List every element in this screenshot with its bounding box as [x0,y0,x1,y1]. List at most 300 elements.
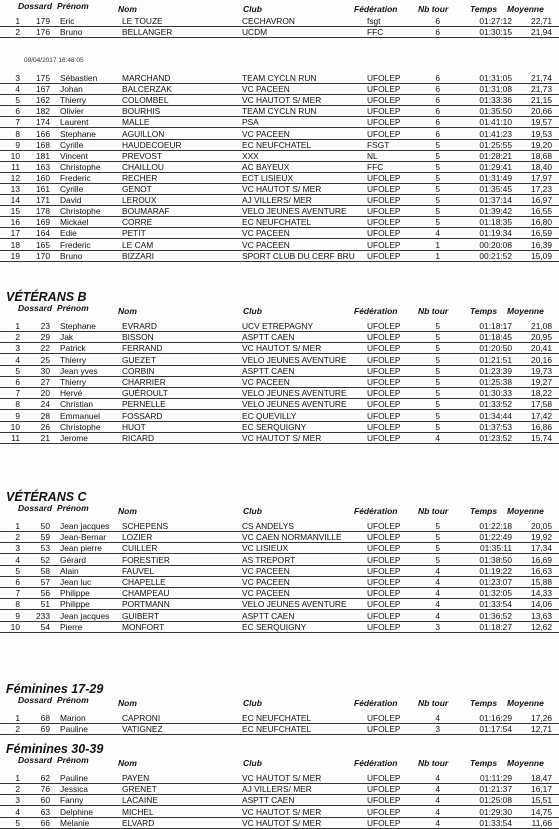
nbtour-cell: 5 [435,521,440,531]
prenom-cell: Thierry [60,354,87,365]
temps-cell: 01:21:51 [479,354,512,365]
federation-cell: UFOLEP [367,172,401,183]
nom-cell: CHAPELLE [122,577,166,587]
rank-cell: 11 [11,433,20,443]
nbtour-cell: 6 [435,128,440,139]
table-row [0,422,559,433]
temps-cell: 00:21:52 [479,250,512,261]
prenom-cell: Philippe [60,588,90,599]
moyenne-cell: 21,74 [531,73,552,83]
table-row [0,566,559,577]
nom-cell: MICHEL [122,806,154,817]
table-row [0,724,559,735]
temps-cell: 01:38:50 [479,554,512,565]
nbtour-cell: 5 [435,354,440,365]
nom-cell: FERRAND [122,343,163,354]
nom-cell: CHAILLOU [122,161,164,172]
prenom-cell: Cyrille [60,139,84,150]
prenom-cell: Marion [60,713,86,723]
temps-cell: 01:29:41 [479,161,512,172]
club-cell: XXX [242,150,259,161]
nom-cell: GENOT [122,184,152,194]
nom-cell: PORTMANN [122,599,170,610]
col-header-moyenne: Moyenne [507,306,544,316]
table-row [0,321,559,332]
moyenne-cell: 11,66 [531,817,552,828]
temps-cell: 01:30:33 [479,388,512,399]
moyenne-cell: 18,47 [531,773,552,783]
table-row [0,73,559,84]
nbtour-cell: 6 [435,117,440,128]
nbtour-cell: 6 [435,84,440,95]
dossard-cell: 165 [36,239,50,250]
nbtour-cell: 5 [435,217,440,228]
federation-cell: UFOLEP [367,377,401,387]
club-cell: ASPTT CAEN [242,610,295,621]
temps-cell: 00:20:08 [479,239,512,250]
dossard-cell: 161 [36,184,50,194]
prenom-cell: Cyrille [60,184,84,194]
temps-cell: 01:30:15 [479,27,512,37]
dossard-cell: 171 [36,195,50,206]
rank-cell: 1 [15,521,20,531]
moyenne-cell: 16,17 [531,784,552,795]
col-header-temps: Temps [470,506,498,516]
nom-cell: GUIBERT [122,610,160,621]
nom-cell: GRENET [122,784,157,795]
col-header-nom: Nom [118,758,137,768]
prenom-cell: Patrick [60,343,86,354]
rank-cell: 14 [10,195,20,206]
federation-cell: UFOLEP [367,532,401,543]
nbtour-cell: 6 [435,16,440,26]
nbtour-cell: 5 [435,343,440,354]
table-row [0,784,559,795]
nom-cell: BELLANGER [122,27,173,37]
table-row [0,162,559,173]
prenom-cell: Stephane [60,321,96,331]
dossard-cell: 52 [40,554,50,565]
moyenne-cell: 14,33 [531,588,552,599]
rank-cell: 12 [10,172,20,183]
moyenne-cell: 16,80 [531,217,552,228]
nbtour-cell: 5 [435,554,440,565]
prenom-cell: Hervé [60,388,83,399]
moyenne-cell: 15,09 [531,250,552,261]
rank-cell: 8 [15,399,20,410]
moyenne-cell: 17,26 [531,713,552,723]
nbtour-cell: 5 [435,150,440,161]
club-cell: EC NEUFCHATEL [242,713,312,723]
federation-cell: UFOLEP [367,195,401,206]
federation-cell: UFOLEP [367,250,401,261]
temps-cell: 01:18:35 [479,217,512,228]
col-header-moyenne: Moyenne [507,4,544,14]
nom-cell: BOURHIS [122,106,161,117]
prenom-cell: Emmanuel [60,410,101,421]
col-header-club: Club [243,4,262,14]
nbtour-cell: 6 [435,73,440,83]
club-cell: PSA [242,117,259,128]
club-cell: VC HAUTOT S/ MER [242,343,322,354]
club-cell: EC NEUFCHATEL [242,217,312,228]
prenom-cell: Gérard [60,554,87,565]
dossard-cell: 174 [36,117,50,128]
temps-cell: 01:36:52 [479,610,512,621]
table-row [0,240,559,251]
table-row [0,532,559,543]
nbtour-cell: 5 [435,332,440,343]
dossard-cell: 68 [40,713,50,723]
dossard-cell: 179 [36,16,50,26]
prenom-cell: Melanie [60,817,90,828]
moyenne-cell: 17,58 [531,399,552,410]
rank-cell: 18 [10,239,20,250]
club-cell: VC HAUTOT S/ MER [242,806,322,817]
col-header-prenom: Prénom [57,695,89,705]
col-header-moyenne: Moyenne [507,758,544,768]
dossard-cell: 170 [36,250,50,261]
temps-cell: 01:35:11 [480,543,512,554]
federation-cell: UFOLEP [367,521,401,531]
federation-cell: UFOLEP [367,106,401,117]
nbtour-cell: 3 [435,621,440,632]
club-cell: EC NEUFCHATEL [242,139,312,150]
table-row [0,217,559,228]
moyenne-cell: 21,08 [531,321,552,331]
nbtour-cell: 5 [435,377,440,387]
nbtour-cell: 4 [435,599,440,610]
col-header-temps: Temps [470,698,498,708]
table-row [0,588,559,599]
temps-cell: 01:33:36 [479,95,512,106]
dossard-cell: 30 [40,365,50,376]
prenom-cell: Alain [60,565,79,576]
club-cell: VELO JEUNES AVENTURE [242,206,347,217]
federation-cell: UFOLEP [367,784,401,795]
table-row [0,611,559,622]
dossard-cell: 62 [40,773,50,783]
club-cell: ECT LISIEUX [242,172,294,183]
table-row [0,251,559,262]
federation-cell: UFOLEP [367,410,401,421]
moyenne-cell: 16,69 [531,554,552,565]
table-row [0,366,559,377]
prenom-cell: Jean yves [60,365,98,376]
moyenne-cell: 21,73 [531,84,552,95]
table-row [0,84,559,95]
moyenne-cell: 19,57 [531,117,552,128]
nbtour-cell: 4 [435,228,440,239]
nom-cell: BIZZARI [122,250,155,261]
dossard-cell: 76 [40,784,50,795]
dossard-cell: 160 [36,172,50,183]
nbtour-cell: 5 [435,161,440,172]
club-cell: ASPTT CAEN [242,365,295,376]
rank-cell: 9 [15,410,20,421]
moyenne-cell: 20,05 [531,521,552,531]
nbtour-cell: 4 [435,795,440,806]
prenom-cell: Christophe [60,206,101,217]
col-header-dossard: Dossard [18,503,53,513]
prenom-cell: Stephane [60,128,96,139]
prenom-cell: Jerome [60,433,88,443]
dossard-cell: 25 [40,354,50,365]
table-row [0,173,559,184]
club-cell: UCDM [242,27,268,37]
nom-cell: VATIGNEZ [122,724,163,735]
federation-cell: fsgt [367,16,381,26]
col-header-federation: Fédération [354,506,398,516]
club-cell: ASPTT CAEN [242,795,295,806]
moyenne-cell: 18,68 [531,150,552,161]
temps-cell: 01:20:50 [479,343,512,354]
temps-cell: 01:19:22 [479,565,512,576]
nbtour-cell: 4 [435,610,440,621]
prenom-cell: Pierre [60,621,83,632]
moyenne-cell: 21,94 [531,27,552,37]
temps-cell: 01:35:50 [479,106,512,117]
table-row [0,713,559,724]
col-header-federation: Fédération [354,698,398,708]
dossard-cell: 169 [36,217,50,228]
prenom-cell: Pauline [60,773,88,783]
rank-cell: 9 [15,610,20,621]
col-header-temps: Temps [470,306,498,316]
prenom-cell: Mickael [60,217,89,228]
table-row [0,343,559,354]
dossard-cell: 66 [40,817,50,828]
club-cell: EC QUEVILLY [242,410,297,421]
federation-cell: UFOLEP [367,588,401,599]
rank-cell: 11 [11,161,20,172]
table-row [0,195,559,206]
rank-cell: 17 [10,228,20,239]
temps-cell: 01:29:30 [479,806,512,817]
dossard-cell: 56 [40,588,50,599]
section-title: Féminines 30-39 [6,742,104,756]
dossard-cell: 175 [36,73,50,83]
rank-cell: 2 [15,784,20,795]
col-header-club: Club [243,306,262,316]
federation-cell: UFOLEP [367,806,401,817]
table-row [0,332,559,343]
table-row [0,433,559,444]
col-header-nom: Nom [118,506,137,516]
rank-cell: 10 [10,421,20,432]
temps-cell: 01:22:18 [479,521,512,531]
table-row [0,555,559,566]
federation-cell: UFOLEP [367,388,401,399]
col-header-temps: Temps [470,758,498,768]
dossard-cell: 168 [36,139,50,150]
rank-cell: 3 [15,795,20,806]
col-header-nom: Nom [118,306,137,316]
table-row [0,773,559,784]
temps-cell: 01:23:07 [479,577,512,587]
rank-cell: 1 [15,773,20,783]
nom-cell: MARCHAND [122,73,171,83]
moyenne-cell: 18,22 [531,388,552,399]
rank-cell: 3 [15,73,20,83]
moyenne-cell: 19,92 [531,532,552,543]
club-cell: VC HAUTOT S/ MER [242,433,322,443]
nom-cell: HAUDECOEUR [122,139,182,150]
nom-cell: CHAMPEAU [122,588,170,599]
temps-cell: 01:25:08 [479,795,512,806]
rank-cell: 8 [15,128,20,139]
nom-cell: PAYEN [122,773,150,783]
prenom-cell: Edie [60,228,77,239]
dossard-cell: 54 [40,621,50,632]
table-row [0,16,559,27]
nbtour-cell: 4 [435,577,440,587]
dossard-cell: 59 [40,532,50,543]
club-cell: VC PACEEN [242,588,290,599]
rank-cell: 1 [15,321,20,331]
nbtour-cell: 5 [435,399,440,410]
federation-cell: UFOLEP [367,565,401,576]
rank-cell: 1 [15,16,20,26]
nbtour-cell: 5 [435,388,440,399]
dossard-cell: 182 [36,106,50,117]
dossard-cell: 51 [40,599,50,610]
table-row [0,140,559,151]
table-row [0,543,559,554]
nom-cell: FOSSARD [122,410,163,421]
rank-cell: 6 [15,106,20,117]
dossard-cell: 58 [40,565,50,576]
rank-cell: 4 [15,554,20,565]
rank-cell: 2 [15,532,20,543]
col-header-prenom: Prénom [57,1,89,11]
federation-cell: UFOLEP [367,343,401,354]
rank-cell: 4 [15,84,20,95]
nbtour-cell: 4 [435,784,440,795]
temps-cell: 01:25:38 [479,377,512,387]
prenom-cell: Jean pierre [60,543,102,554]
nbtour-cell: 4 [435,565,440,576]
nbtour-cell: 4 [435,773,440,783]
nbtour-cell: 5 [435,410,440,421]
moyenne-cell: 12,71 [531,724,552,735]
nbtour-cell: 1 [435,250,440,261]
col-header-nom: Nom [118,4,137,14]
federation-cell: UFOLEP [367,239,401,250]
temps-cell: 01:18:45 [479,332,512,343]
nbtour-cell: 3 [435,724,440,735]
club-cell: VELO JEUNES AVENTURE [242,354,347,365]
moyenne-cell: 15,74 [531,433,552,443]
rank-cell: 7 [15,588,20,599]
club-cell: AJ VILLERS/ MER [242,784,312,795]
nom-cell: HUOT [122,421,146,432]
temps-cell: 01:21:37 [479,784,512,795]
dossard-cell: 162 [36,95,50,106]
dossard-cell: 63 [40,806,50,817]
prenom-cell: Johan [60,84,83,95]
temps-cell: 01:31:08 [479,84,512,95]
federation-cell: UFOLEP [367,713,401,723]
federation-cell: UFOLEP [367,621,401,632]
nom-cell: GUEZET [122,354,156,365]
prenom-cell: Sébastien [60,73,98,83]
temps-cell: 01:25:55 [479,139,512,150]
col-header-dossard: Dossard [18,1,53,11]
rank-cell: 5 [15,365,20,376]
moyenne-cell: 15,51 [531,795,552,806]
dossard-cell: 233 [36,610,50,621]
club-cell: VC HAUTOT S/ MER [242,817,322,828]
table-row [0,106,559,117]
temps-cell: 01:41:10 [479,117,512,128]
col-header-nbtour: Nb tour [418,758,449,768]
moyenne-cell: 19,27 [531,377,552,387]
club-cell: EC SERQUIGNY [242,621,307,632]
federation-cell: UFOLEP [367,184,401,194]
dossard-cell: 69 [40,724,50,735]
moyenne-cell: 17,97 [531,172,552,183]
federation-cell: UFOLEP [367,421,401,432]
federation-cell: UFOLEP [367,610,401,621]
temps-cell: 01:31:05 [479,73,512,83]
table-row [0,355,559,366]
temps-cell: 01:18:17 [479,321,512,331]
rank-cell: 2 [15,27,20,37]
table-row [0,807,559,818]
temps-cell: 01:37:14 [479,195,512,206]
nbtour-cell: 5 [435,543,440,554]
dossard-cell: 22 [40,343,50,354]
nom-cell: FORESTIER [122,554,170,565]
rank-cell: 15 [10,206,20,217]
col-header-dossard: Dossard [18,303,53,313]
club-cell: AJ VILLERS/ MER [242,195,312,206]
prenom-cell: Jean jacques [60,521,110,531]
prenom-cell: Christophe [60,421,101,432]
nbtour-cell: 5 [435,184,440,194]
club-cell: VC PACEEN [242,84,290,95]
col-header-nbtour: Nb tour [418,4,449,14]
rank-cell: 1 [15,713,20,723]
rank-cell: 8 [15,599,20,610]
nom-cell: LOZIER [122,532,153,543]
rank-cell: 16 [10,217,20,228]
dossard-cell: 176 [36,27,50,37]
club-cell: VC HAUTOT S/ MER [242,95,322,106]
table-row [0,818,559,829]
prenom-cell: Frederic [60,239,91,250]
table-row [0,117,559,128]
col-header-prenom: Prénom [57,303,89,313]
moyenne-cell: 15,88 [531,577,552,587]
club-cell: UCV ETREPAGNY [242,321,314,331]
temps-cell: 01:23:39 [479,365,512,376]
temps-cell: 01:19:34 [479,228,512,239]
table-row [0,521,559,532]
table-row [0,27,559,38]
dossard-cell: 60 [40,795,50,806]
prenom-cell: Philippe [60,599,90,610]
club-cell: VELO JEUNES AVENTURE [242,399,347,410]
nom-cell: SCHEPENS [122,521,169,531]
dossard-cell: 166 [36,128,50,139]
rank-cell: 3 [15,343,20,354]
col-header-federation: Fédération [354,4,398,14]
federation-cell: UFOLEP [367,795,401,806]
moyenne-cell: 19,20 [531,139,552,150]
nom-cell: PERNELLE [122,399,166,410]
